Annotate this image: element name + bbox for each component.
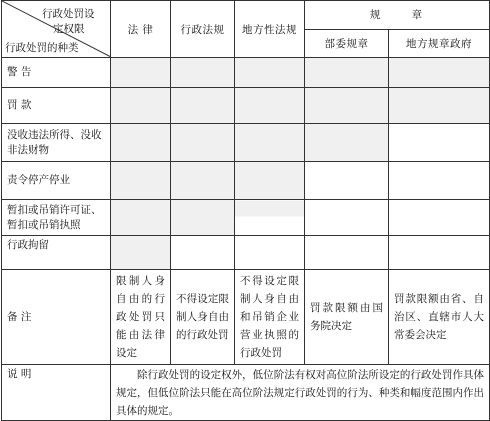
cell-empty — [389, 236, 490, 270]
cell-shaded — [111, 236, 171, 270]
row-label-remarks: 备 注 — [2, 270, 111, 365]
cell-empty — [389, 200, 490, 236]
row-fine — [2, 88, 490, 124]
header-admin-regulation: 行政法规 — [171, 1, 235, 58]
remark-local-gov-rules: 罚款限额由省、自治区、直辖市人大常委会决定 — [389, 270, 490, 365]
header-law: 法 律 — [111, 1, 171, 58]
remark-admin-regulation: 不得设定限制人身自由的行政处罚 — [171, 270, 235, 365]
cell-shaded — [235, 58, 305, 88]
remark-law: 限制人身自由的行政处罚只能由法律设定 — [111, 270, 171, 365]
cell-shaded — [111, 58, 171, 88]
cell-shaded — [171, 58, 235, 88]
row-detention — [2, 236, 490, 270]
diagonal-header-cell — [2, 1, 111, 58]
row-label-detention: 行政拘留 — [2, 236, 111, 270]
row-confiscation — [2, 124, 490, 162]
cell-empty — [235, 236, 305, 270]
diagonal-label-line3: 行政处罚的种类 — [5, 42, 79, 54]
cell-empty — [305, 200, 389, 236]
diagonal-label-line1: 行政处罚设 — [42, 8, 95, 20]
cell-empty — [305, 162, 389, 200]
cell-shaded — [171, 88, 235, 124]
cell-shaded — [171, 200, 235, 236]
cell-shaded — [111, 124, 171, 162]
row-label-license-revocation: 暂扣或吊销许可证、暂扣或吊销执照 — [2, 200, 111, 236]
row-explanation — [2, 365, 490, 421]
row-label-warning: 警 告 — [2, 58, 111, 88]
header-row-1 — [2, 1, 490, 30]
header-ministerial-rules: 部委规章 — [305, 29, 389, 58]
row-label-suspension: 责令停产停业 — [2, 162, 111, 200]
cell-shaded — [389, 88, 490, 124]
cell-empty — [389, 162, 490, 200]
cell-shaded — [111, 162, 171, 200]
cell-shaded — [171, 124, 235, 162]
cell-shaded — [389, 58, 490, 88]
row-label-confiscation: 没收违法所得、没收非法财物 — [2, 124, 111, 162]
cell-shaded — [235, 162, 305, 200]
header-local-gov-rules: 地方规章政府 — [389, 29, 490, 58]
row-license-revocation — [2, 200, 490, 236]
cell-shaded — [305, 124, 389, 162]
cell-empty — [389, 124, 490, 162]
header-rules: 规 章 — [305, 1, 490, 30]
row-warning — [2, 58, 490, 88]
cell-shaded — [305, 58, 389, 88]
cell-partially-shaded — [235, 200, 305, 236]
row-remarks — [2, 270, 490, 365]
remark-ministerial-rules: 罚款限额由国务院决定 — [305, 270, 389, 365]
cell-shaded — [111, 88, 171, 124]
penalty-setting-table — [1, 0, 490, 421]
header-local-regulation: 地方性法规 — [235, 1, 305, 58]
row-label-fine: 罚 款 — [2, 88, 111, 124]
remark-local-regulation: 不得设定限制人身自由和吊销企业营业执照的行政处罚 — [235, 270, 305, 365]
row-suspension — [2, 162, 490, 200]
cell-shaded — [171, 162, 235, 200]
explanation-text: 除行政处罚的设定权外，低位阶法有权对高位阶法所设定的行政处罚作具体规定，但低位阶法只能在高位阶法规定行政处罚的行为、种类和幅度范围内作出具体的规定。 — [111, 365, 490, 421]
diagonal-label-line2: 定权限 — [53, 23, 85, 35]
cell-shaded — [235, 88, 305, 124]
cell-shaded — [305, 88, 389, 124]
cell-shaded — [111, 200, 171, 236]
cell-empty — [171, 236, 235, 270]
row-label-explanation: 说 明 — [2, 365, 111, 421]
cell-empty — [305, 236, 389, 270]
cell-shaded — [235, 124, 305, 162]
